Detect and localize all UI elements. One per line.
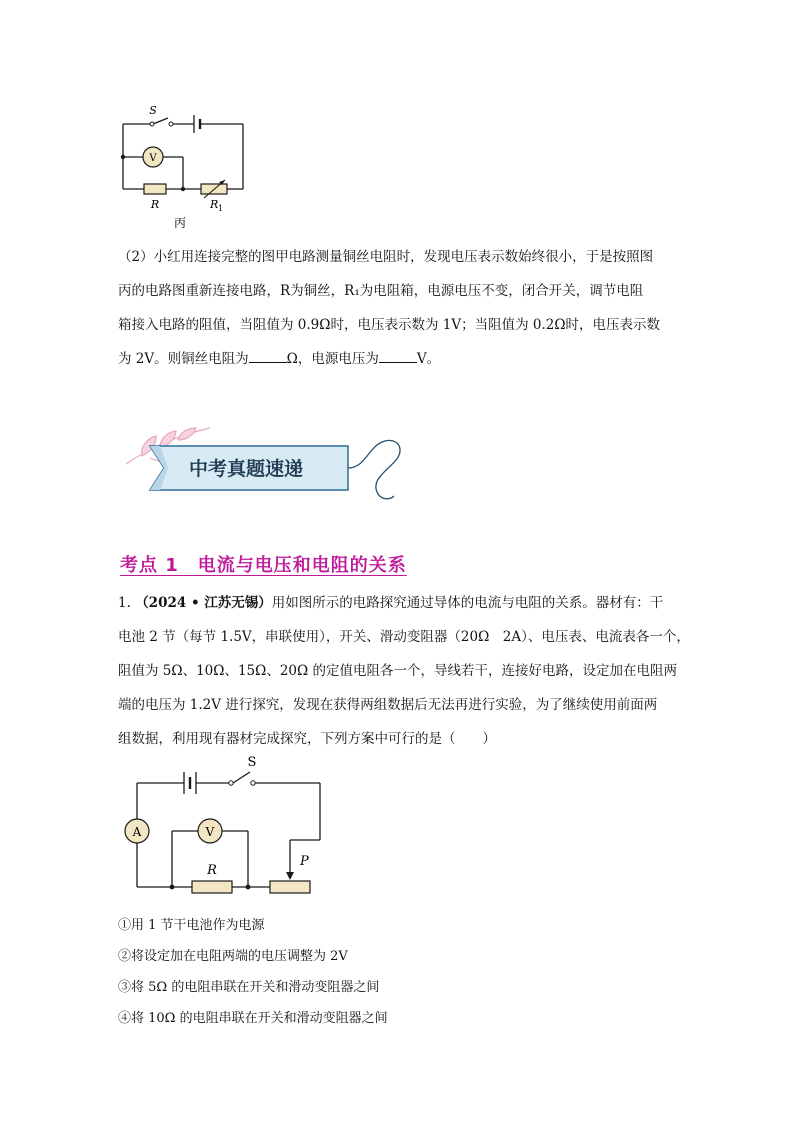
answer-blank-resistance[interactable] [249,348,287,363]
figure-caption: 丙 [173,216,187,230]
question-1-first-line [118,586,678,620]
swirl-decoration-icon [348,440,400,498]
question-1-line: 用如图所示的电路探究通过导体的电流与电阻的关系。器材有：干 [271,595,664,611]
voltmeter-label: V [205,825,215,839]
junction-dot [121,155,125,159]
question-2-line: （2）小红用连接完整的图甲电路测量铜丝电阻时，发现电压表示数始终很小，于是按照图 [118,249,654,265]
circuit-diagram-bing [110,100,260,235]
question-1-line: 阻值为 5Ω、10Ω、15Ω、20Ω 的定值电阻各一个，导线若干，连接好电路，设定加在电阻两 [118,663,677,679]
question-2-line: 丙的电路图重新连接电路，R为铜丝，R₁为电阻箱，电源电压不变，闭合开关，调节电阻 [118,283,644,299]
switch-blade [233,772,250,783]
junction-dot [170,885,175,890]
slider-label: P [300,854,309,869]
question-1-line: 电池 2 节（每节 1.5V，串联使用），开关、滑动变阻器（20Ω 2A）、电压表、电流表各一个， [118,629,690,645]
question-2-text-c: V。 [416,351,441,367]
answer-options [118,910,388,1034]
resistor-label: R [150,198,160,211]
circuit-diagram-q1 [118,752,333,897]
question-1-line: 组数据，利用现有器材完成探究，下列方案中可行的是（ ） [118,731,496,747]
question-1-text [118,586,690,756]
resistance-box-label: R [210,198,219,211]
question-number: 1. [118,595,131,611]
section-banner [120,418,410,508]
junction-dot [181,187,185,191]
switch-label: S [247,755,257,770]
question-1-line: 端的电压为 1.2V 进行探究，发现在获得两组数据后无法再进行实验，为了继续使用前面两 [118,697,658,713]
resistor-r [144,184,166,194]
question-source: （2024 • 江苏无锡） [135,595,272,611]
question-2-last-line [118,342,678,376]
switch-label: S [149,104,157,117]
section-title: 考点 1 电流与电压和电阻的关系 [120,555,407,576]
slide-rheostat [270,881,310,893]
option-1[interactable]: ①用 1 节干电池作为电源 [118,918,265,933]
junction-dot [246,885,251,890]
question-2-line: 箱接入电路的阻值，当阻值为 0.9Ω时，电压表示数为 1V；当阻值为 0.2Ω时，电压表示数 [118,317,661,333]
voltmeter-label: V [149,153,157,164]
option-2[interactable]: ②将设定加在电阻两端的电压调整为 2V [118,949,348,964]
resistance-box-subscript: 1 [218,204,224,213]
option-4[interactable]: ④将 10Ω 的电阻串联在开关和滑动变阻器之间 [118,1011,388,1026]
ammeter-label: A [132,825,142,839]
question-2-text-b: Ω，电源电压为 [286,351,379,367]
slider-arrow-icon [286,872,294,880]
resistor-label: R [207,863,217,878]
answer-blank-voltage[interactable] [379,348,417,363]
resistor-r [192,881,232,893]
question-2-text-a: 为 2V。则铜丝电阻为 [118,351,249,367]
banner-title: 中考真题速递 [188,458,304,480]
option-3[interactable]: ③将 5Ω 的电阻串联在开关和滑动变阻器之间 [118,980,380,995]
switch-blade [153,118,168,124]
question-2-text [118,240,678,376]
